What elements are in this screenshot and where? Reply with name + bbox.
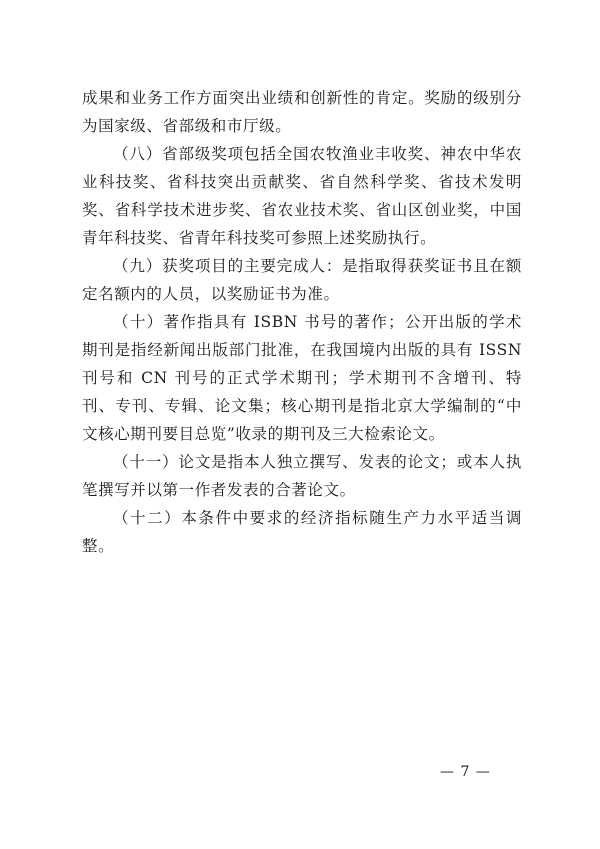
paragraph-continuation: 成果和业务工作方面突出业绩和创新性的肯定。奖励的级别分为国家级、省部级和市厅级。 — [82, 89, 522, 135]
paragraph-item-10: （十）著作指具有 ISBN 书号的著作；公开出版的学术期刊是指经新闻出版部门批准，在我国境内出版的具有 ISSN 刊号和 CN 刊号的正式学术期刊；学术期刊不含增刊、特刊、专刊、专辑、论文集；核心期刊是指北京大学编制的“中文核心期刊要目总览”收录的期刊及三大检索论文。 — [82, 313, 522, 443]
paragraph-item-12: （十二）本条件中要求的经济指标随生产力水平适当调整。 — [82, 509, 522, 555]
document-body — [82, 84, 522, 560]
paragraph-item-11: （十一）论文是指本人独立撰写、发表的论文；或本人执笔撰写并以第一作者发表的合著论文。 — [82, 453, 522, 499]
paragraph-item-9: （九）获奖项目的主要完成人：是指取得获奖证书且在额定名额内的人员，以奖励证书为准。 — [82, 257, 522, 303]
page-number: — 7 — — [440, 764, 491, 780]
paragraph-item-8: （八）省部级奖项包括全国农牧渔业丰收奖、神农中华农业科技奖、省科技突出贡献奖、省自然科学奖、省技术发明奖、省科学技术进步奖、省农业技术奖、省山区创业奖，中国青年科技奖、省青年科技奖可参照上述奖励执行。 — [82, 145, 522, 247]
